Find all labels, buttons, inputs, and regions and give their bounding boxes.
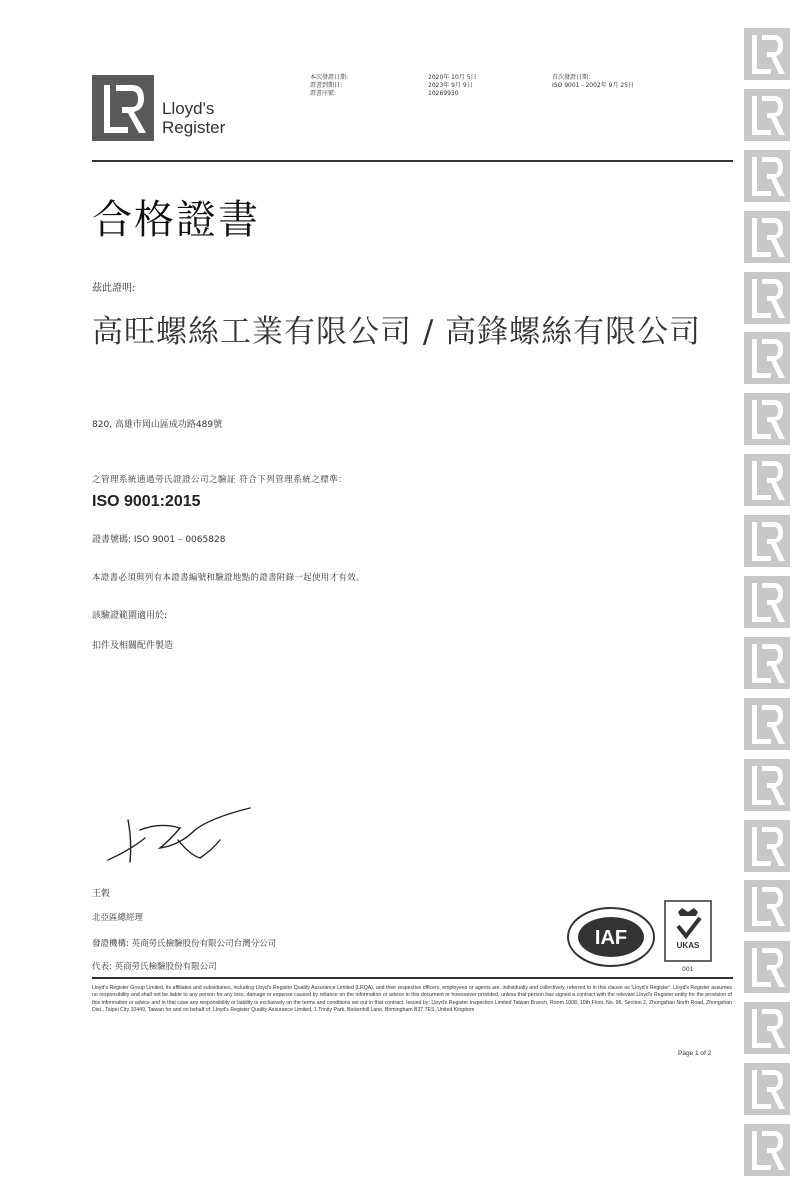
logo-wordmark [162,99,225,137]
meta-label-expiry-date: 證書到期日: [310,82,343,89]
lr-tile-icon [744,89,790,141]
meta-value-serial: 10269930 [428,90,459,97]
lr-tile-icon [744,28,790,80]
lr-tile-icon [744,515,790,567]
lr-tile-icon [744,880,790,932]
scope-text: 扣件及相關配件製造 [92,641,174,651]
certify-label: 茲此證明: [92,283,136,294]
meta-value-original-approval: ISO 9001 - 2002年 9月 25日 [552,82,634,89]
footer-divider [92,977,733,979]
lr-tile-icon [744,759,790,811]
logo-line-1: Lloyd's [162,99,215,118]
issuing-body: 發證機構: 英商勞氏檢驗股份有限公司台灣分公司 [92,939,277,949]
company-address: 820, 高雄市岡山區成功路489號 [92,420,223,430]
header-divider [92,160,733,162]
issue-meta-labels [310,74,348,98]
standard-name: ISO 9001:2015 [92,493,201,510]
original-approval [552,74,634,90]
lr-tile-icon [744,393,790,445]
lr-tile-icon [744,637,790,689]
ukas-number: 001 [682,966,694,973]
lr-tile-icon [744,454,790,506]
management-statement: 之管理系統通過勞氏證證公司之驗証 符合下列管理系統之標準： [92,475,348,485]
lr-tile-icon [744,332,790,384]
legal-disclaimer: Lloyd's Register Group Limited, its affiliates and subsidiaries, including Lloyd's Register Quality Assurance Limited (LRQA), and their respective officers, employees or agents are, individually and collectively, referred to in this clause as 'Lloyd's Register'. Lloyd's Register assumes no responsibility and shall not be liable to any person for any loss, damage or expense caused by reliance on the information or advice in this document or howsoever provided, unless that person has signed a contract with the relevant Lloyd's Register entity for the provision of this information or advice and in that case any responsibility or liability is exclusively on the terms and conditions set out in that contract. Issued by: Lloyd's Register Inspection Limited Taiwan Branch, Room 1008, 10th Floor, No. 96, Section 2, Zhongshan North Road, Zhongshan Dist., Taipei City 10449, Taiwan for and on behalf of: Lloyd's Register Quality Assurance Limited, 1 Trinity Park, Bickenhill Lane, Birmingham B37 7ES, United Kingdom [92,985,732,1014]
lr-tile-icon [744,150,790,202]
lr-tile-icon [744,1002,790,1054]
lloyds-register-logo [92,75,242,145]
lr-tile-icon [744,211,790,263]
validity-note: 本證書必須與列有本證書編號和驗證地點的證書附錄一起使用才有效。 [92,573,365,583]
signature-icon [100,800,270,870]
on-behalf-of: 代表: 英商勞氏檢驗股份有限公司 [92,962,217,972]
lr-tile-icon [744,1124,790,1176]
lr-tile-icon [744,1063,790,1115]
lr-tile-icon [744,941,790,993]
lr-logo-icon [92,75,154,141]
issue-meta-values [428,74,477,98]
signatory-name: 王穀 [92,889,111,899]
page-title: 合格證書 [92,197,260,243]
lr-watermark-strip [744,28,792,1185]
scope-heading: 該驗證範圍適用於: [92,611,168,621]
lr-tile-icon [744,576,790,628]
meta-label-issue-date: 本次發證日期: [310,74,349,81]
logo-line-2: Register [162,118,226,137]
signatory-title: 北亞區總經理 [92,913,144,923]
lr-tile-icon [744,698,790,750]
lr-tile-icon [744,272,790,324]
iaf-mark-icon [566,906,656,968]
certificate-number: 證書號碼: ISO 9001 – 0065828 [92,535,226,545]
meta-value-expiry-date: 2023年 9月 9日 [428,82,473,89]
lr-tile-icon [744,820,790,872]
page-number: Page 1 of 2 [678,1050,712,1057]
ukas-label: UKAS [676,941,700,950]
meta-label-original-approval: 首次發證日期： [552,74,595,81]
iaf-label: IAF [594,927,628,949]
meta-label-serial: 證書序號: [310,90,337,97]
company-name: 高旺螺絲工業有限公司 / 高鋒螺絲有限公司 [92,314,702,350]
meta-value-issue-date: 2020年 10月 5日 [428,74,477,81]
ukas-mark-icon [664,900,712,962]
